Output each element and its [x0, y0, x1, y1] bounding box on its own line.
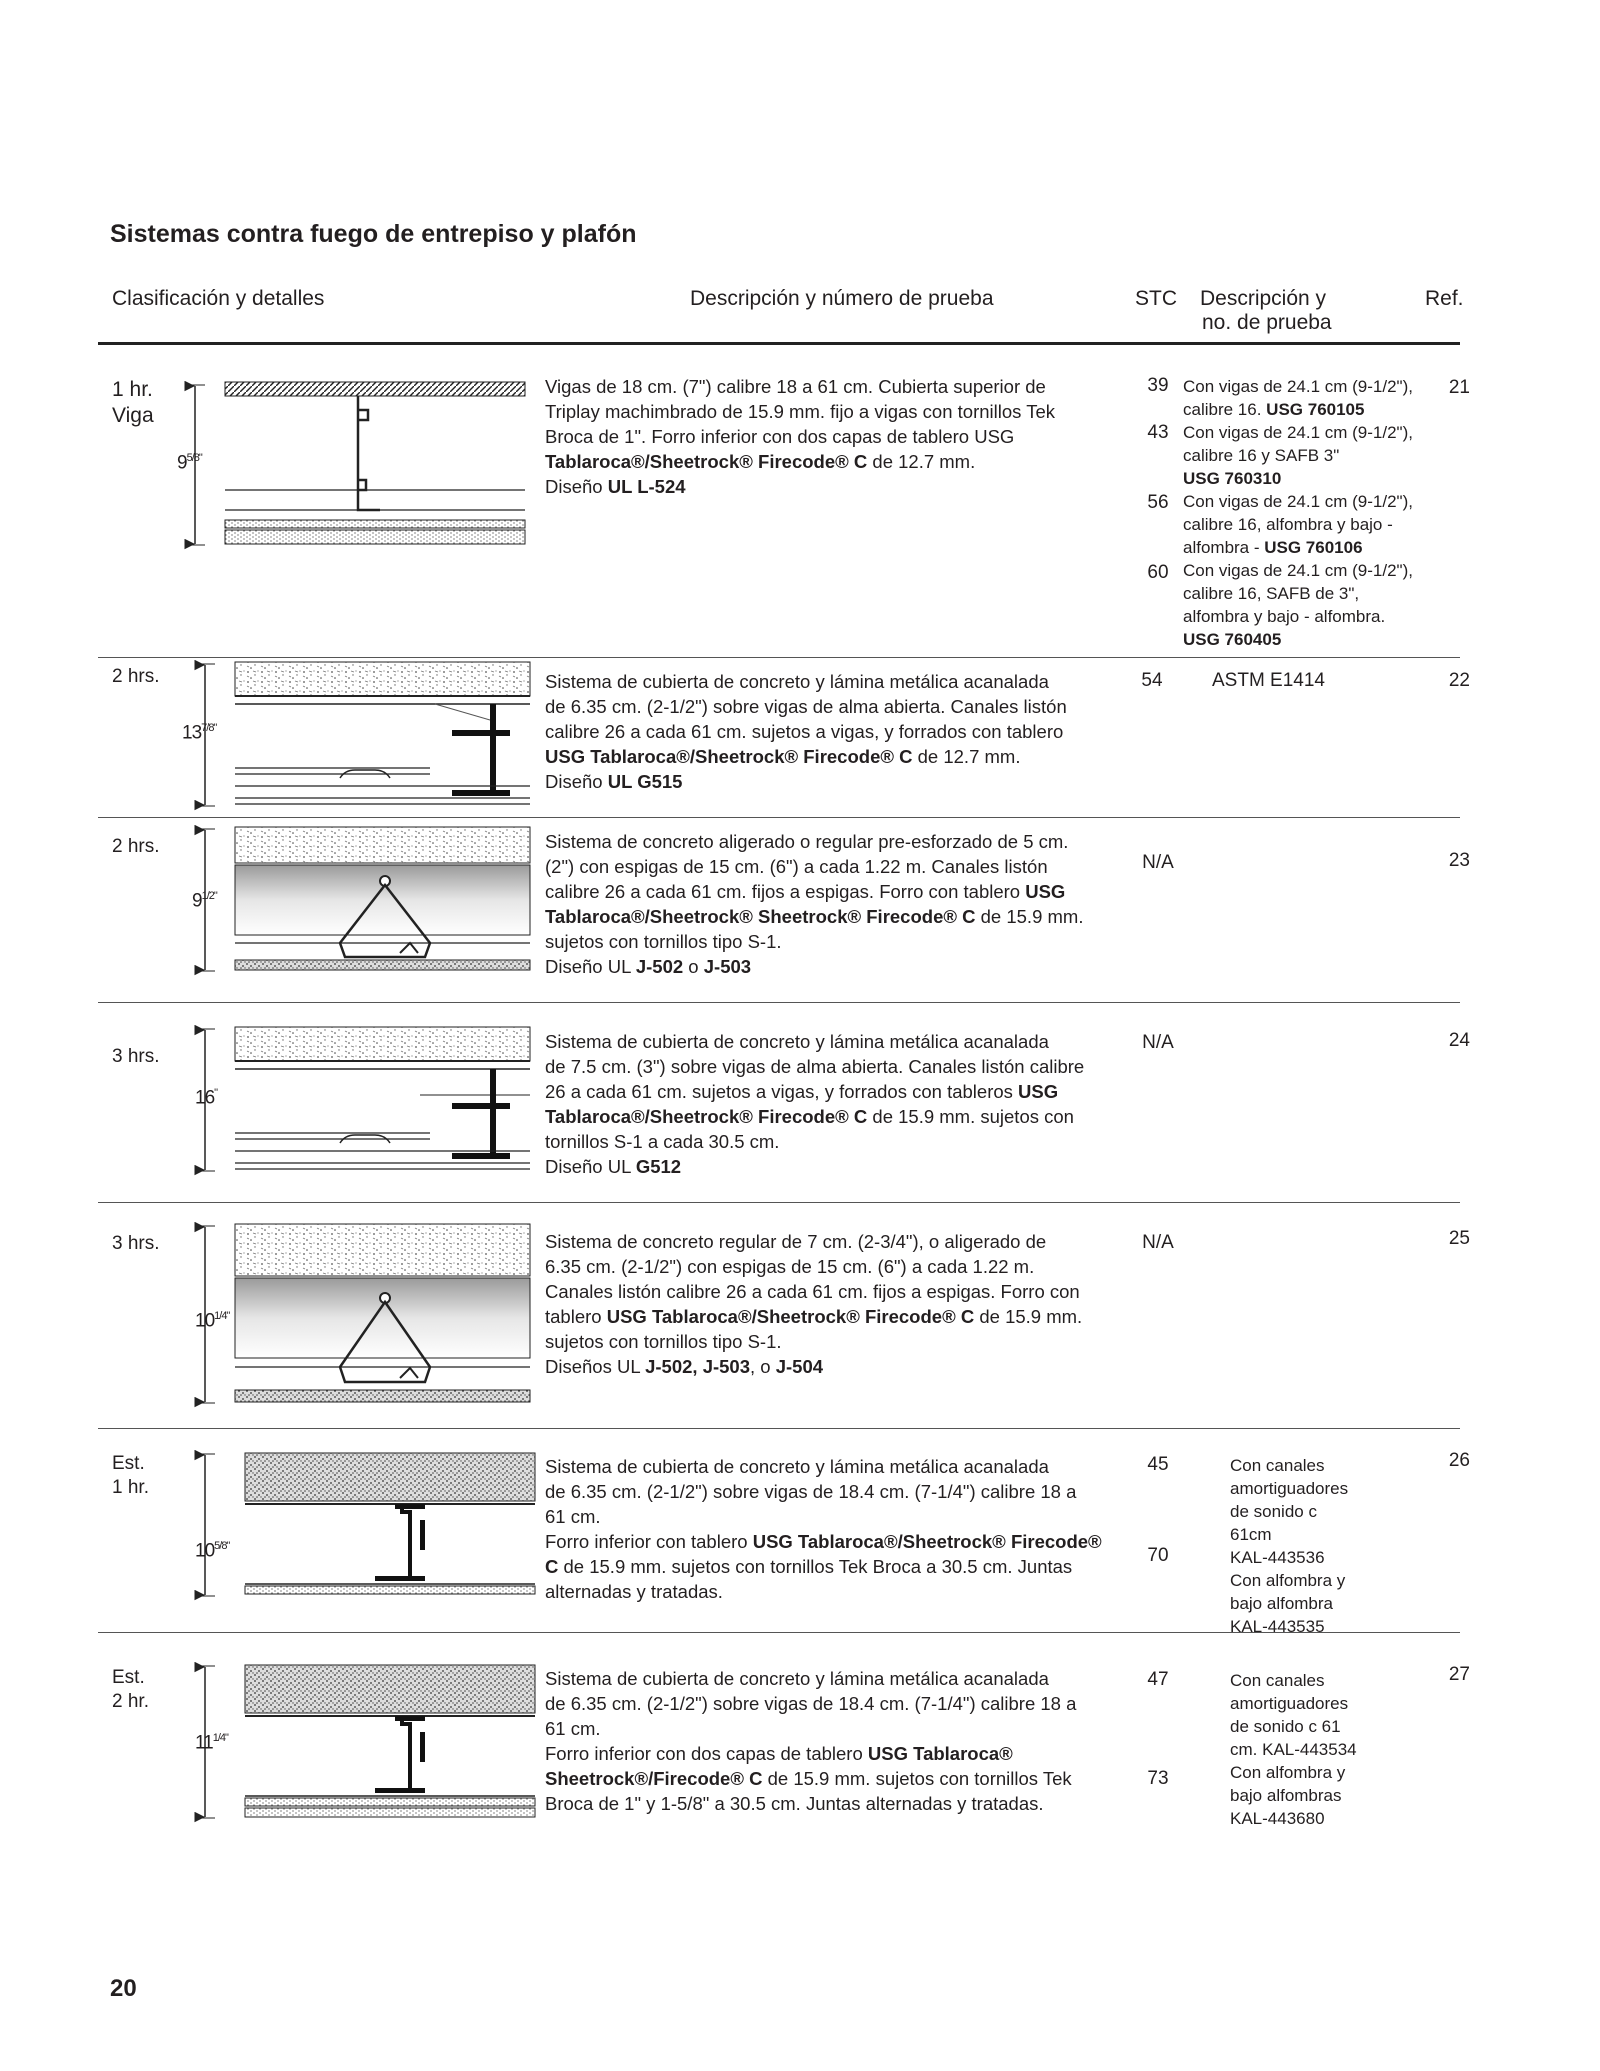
row-3-dimension: $9^{1/2"}$ [192, 890, 217, 912]
test-entry: Con vigas de 24.1 cm (9-1/2"), calibre 16, SAFB de 3", alfombra y bajo - alfombra. USG 760405 [1183, 561, 1413, 649]
stc-value: 73 [1147, 1768, 1169, 1789]
row-5-classification: 3 hrs. [112, 1233, 160, 1254]
classification-type: 2 hr. [112, 1691, 149, 1712]
stc-value: 47 [1147, 1669, 1169, 1690]
ref-number: 25 [1448, 1228, 1470, 1249]
description-line: 61 cm. [545, 1718, 601, 1739]
design-number: Diseño UL J-502 o J-503 [545, 956, 752, 977]
row-6-classification [112, 1452, 149, 1500]
row-3-classification: 2 hrs. [112, 836, 160, 857]
description-line: Sistema de cubierta de concreto y lámina metálica acanalada [545, 1031, 1049, 1052]
description-line: calibre 26 a cada 61 cm. fijos a espigas. Forro con tablero USG [545, 881, 1066, 902]
design-number: Diseño UL L-524 [545, 476, 686, 497]
ref-number: 21 [1448, 377, 1470, 398]
row-3-assembly-diagram [190, 825, 535, 975]
ref-number: 23 [1448, 850, 1470, 871]
row-7-classification [112, 1666, 149, 1714]
row-6-dimension: $10^{5/8"}$ [195, 1540, 230, 1562]
row-5-assembly-diagram [190, 1222, 535, 1407]
row-divider [98, 1202, 1460, 1203]
row-2-dimension: $13^{7/8"}$ [182, 722, 217, 744]
page-number: 20 [110, 1975, 137, 2002]
classification-type: Viga [112, 404, 154, 427]
row-3-description [545, 829, 1110, 979]
row-divider [98, 1428, 1460, 1429]
row-2-assembly-diagram [190, 660, 535, 810]
test-entry: Con vigas de 24.1 cm (9-1/2"), calibre 16, alfombra y bajo - alfombra - USG 760106 [1183, 492, 1413, 557]
row-2-description [545, 669, 1110, 794]
row-4-description [545, 1029, 1110, 1179]
stc-value: 54 [1141, 670, 1163, 691]
description-line: Sheetrock®/Firecode® C de 15.9 mm. sujetos con tornillos Tek [545, 1768, 1072, 1789]
stc-value: N/A [1142, 1032, 1174, 1053]
row-1-tests [1183, 375, 1428, 651]
stc-value: 60 [1147, 562, 1169, 583]
row-7-dimension: $11^{1/4"}$ [195, 1732, 228, 1754]
stc-value: 45 [1147, 1454, 1169, 1475]
row-1-classification [112, 377, 154, 429]
header-descripcion: Descripción y número de prueba [690, 287, 994, 310]
description-line: de 6.35 cm. (2-1/2") sobre vigas de alma abierta. Canales listón [545, 696, 1067, 717]
row-divider [98, 657, 1460, 658]
description-line: Forro inferior con dos capas de tablero USG Tablaroca® [545, 1743, 1013, 1764]
description-line: sujetos con tornillos tipo S-1. [545, 1331, 782, 1352]
row-divider [98, 1002, 1460, 1003]
header-desc-prueba [1200, 287, 1332, 335]
description-line: sujetos con tornillos tipo S-1. [545, 931, 782, 952]
design-number: Diseños UL J-502, J-503, o J-504 [545, 1356, 824, 1377]
stc-value: 39 [1147, 375, 1169, 396]
header-clasificacion: Clasificación y detalles [112, 287, 325, 310]
stc-value: 56 [1147, 492, 1169, 513]
description-line: Sistema de cubierta de concreto y lámina metálica acanalada [545, 1456, 1049, 1477]
ref-number: 24 [1448, 1030, 1470, 1051]
row-7-description [545, 1666, 1110, 1816]
description-line: Vigas de 18 cm. (7") calibre 18 a 61 cm. Cubierta superior de [545, 376, 1046, 397]
test-entry: Con vigas de 24.1 cm (9-1/2"), calibre 16. USG 760105 [1183, 377, 1413, 419]
ref-number: 27 [1448, 1664, 1470, 1685]
row-7-assembly-diagram [190, 1662, 540, 1822]
description-line: Triplay machimbrado de 15.9 mm. fijo a vigas con tornillos Tek [545, 401, 1055, 422]
row-4-classification: 3 hrs. [112, 1046, 160, 1067]
stc-value: 43 [1147, 422, 1169, 443]
description-line: 61 cm. [545, 1506, 601, 1527]
description-line: de 6.35 cm. (2-1/2") sobre vigas de 18.4 cm. (7-1/4") calibre 18 a [545, 1693, 1077, 1714]
description-line: alternadas y tratadas. [545, 1581, 723, 1602]
ref-number: 26 [1448, 1450, 1470, 1471]
description-line: 26 a cada 61 cm. sujetos a vigas, y forrados con tableros USG [545, 1081, 1059, 1102]
row-5-dimension: $10^{1/4"}$ [195, 1310, 230, 1332]
stc-value: N/A [1142, 852, 1174, 873]
description-line: Tablaroca®/Sheetrock® Firecode® C de 12.7 mm. [545, 451, 976, 472]
header-ref: Ref. [1425, 287, 1464, 310]
classification-rating: 1 hr. [112, 378, 153, 401]
row-6-tests: Con canales amortiguadores de sonido c 61cm KAL-443536 Con alfombra y bajo alfombra KAL-443535 [1230, 1456, 1349, 1636]
description-line: Broca de 1" y 1-5/8" a 30.5 cm. Juntas alternadas y tratadas. [545, 1793, 1044, 1814]
test-number: ASTM E1414 [1212, 670, 1325, 691]
header-rule [98, 342, 1460, 345]
stc-value: 70 [1147, 1545, 1169, 1566]
row-7-tests: Con canales amortiguadores de sonido c 61 cm. KAL-443534 Con alfombra y bajo alfombras KAL-443680 [1230, 1671, 1357, 1828]
description-line: C de 15.9 mm. sujetos con tornillos Tek Broca a 30.5 cm. Juntas [545, 1556, 1073, 1577]
row-1-description [545, 374, 1110, 499]
header-desc-prueba-line2: no. de prueba [1202, 311, 1332, 334]
description-line: tornillos S-1 a cada 30.5 cm. [545, 1131, 780, 1152]
row-4-dimension: 16" [195, 1087, 218, 1109]
description-line: 6.35 cm. (2-1/2") con espigas de 15 cm. (6") a cada 1.22 m. [545, 1256, 1035, 1277]
description-line: (2") con espigas de 15 cm. (6") a cada 1.22 m. Canales listón [545, 856, 1048, 877]
description-line: de 7.5 cm. (3") sobre vigas de alma abierta. Canales listón calibre [545, 1056, 1085, 1077]
test-entry: Con vigas de 24.1 cm (9-1/2"), calibre 16 y SAFB 3" USG 760310 [1183, 423, 1413, 488]
stc-value: N/A [1142, 1232, 1174, 1253]
description-line: Broca de 1". Forro inferior con dos capas de tablero USG [545, 426, 1015, 447]
description-line: Tablaroca®/Sheetrock® Firecode® C de 15.9 mm. sujetos con [545, 1106, 1074, 1127]
description-line: de 6.35 cm. (2-1/2") sobre vigas de 18.4 cm. (7-1/4") calibre 18 a [545, 1481, 1077, 1502]
description-line: Canales listón calibre 26 a cada 61 cm. fijos a espigas. Forro con [545, 1281, 1080, 1302]
classification-rating: Est. [112, 1453, 145, 1474]
row-divider [98, 817, 1460, 818]
row-1-assembly-diagram [180, 380, 540, 550]
design-number: Diseño UL G512 [545, 1156, 682, 1177]
header-desc-prueba-line1: Descripción y [1200, 287, 1327, 310]
row-1-dimension: $9^{5/8"}$ [177, 452, 202, 474]
description-line: Forro inferior con tablero USG Tablaroca®/Sheetrock® Firecode® [545, 1531, 1102, 1552]
description-line: Sistema de cubierta de concreto y lámina metálica acanalada [545, 1668, 1049, 1689]
description-line: Sistema de concreto regular de 7 cm. (2-3/4"), o aligerado de [545, 1231, 1047, 1252]
page-title: Sistemas contra fuego de entrepiso y plafón [110, 220, 637, 248]
description-line: calibre 26 a cada 61 cm. sujetos a vigas, y forrados con tablero [545, 721, 1064, 742]
design-number: Diseño UL G515 [545, 771, 683, 792]
row-6-description [545, 1454, 1110, 1604]
description-line: USG Tablaroca®/Sheetrock® Firecode® C de 12.7 mm. [545, 746, 1021, 767]
description-line: Tablaroca®/Sheetrock® Sheetrock® Firecode® C de 15.9 mm. [545, 906, 1084, 927]
description-line: tablero USG Tablaroca®/Sheetrock® Firecode® C de 15.9 mm. [545, 1306, 1083, 1327]
row-2-classification: 2 hrs. [112, 666, 160, 687]
row-5-description [545, 1229, 1110, 1379]
header-stc: STC [1135, 287, 1177, 310]
description-line: Sistema de concreto aligerado o regular pre-esforzado de 5 cm. [545, 831, 1069, 852]
description-line: Sistema de cubierta de concreto y lámina metálica acanalada [545, 671, 1049, 692]
classification-rating: Est. [112, 1667, 145, 1688]
row-6-assembly-diagram [190, 1450, 540, 1600]
ref-number: 22 [1448, 670, 1470, 691]
row-4-assembly-diagram [190, 1025, 535, 1175]
classification-type: 1 hr. [112, 1477, 149, 1498]
